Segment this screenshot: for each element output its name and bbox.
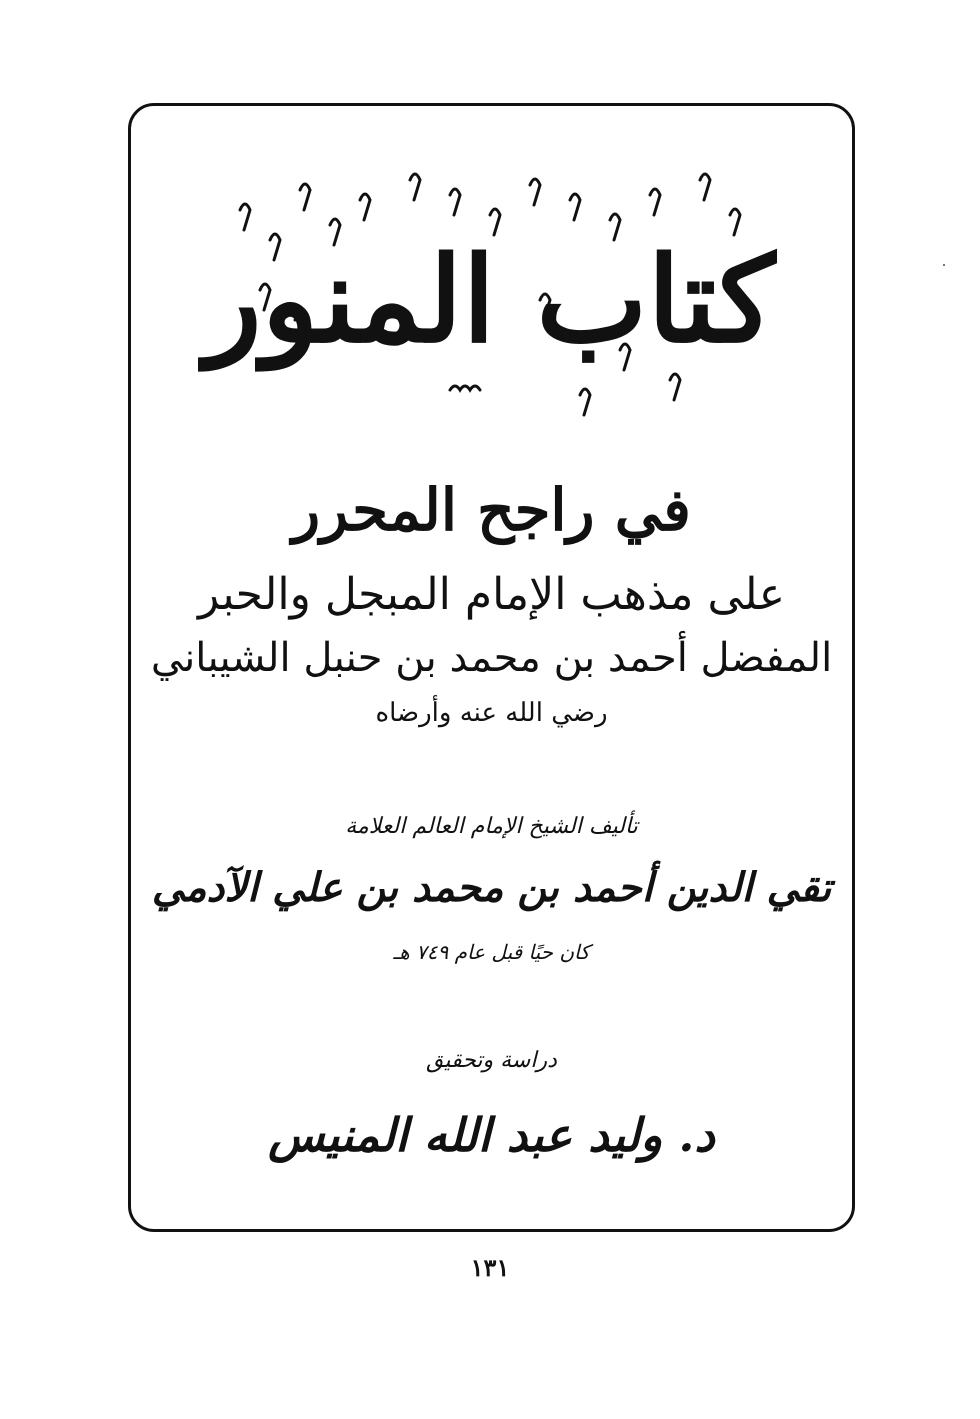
scan-speck bbox=[943, 264, 945, 266]
imam-line: المفضل أحمد بن محمد بن حنبل الشيباني bbox=[150, 635, 833, 681]
author-intro: تأليف الشيخ الإمام العالم العلامة bbox=[345, 814, 638, 839]
editor-label: دراسة وتحقيق bbox=[426, 1048, 557, 1073]
book-title: كتاب المنور bbox=[204, 230, 776, 369]
author-date-note: كان حيًا قبل عام ٧٤٩ هـ bbox=[393, 940, 590, 964]
page-number: ١٣١ bbox=[470, 1253, 510, 1282]
book-title-calligraphy bbox=[200, 170, 780, 430]
editor-name: د. وليد عبد الله المنيس bbox=[268, 1108, 715, 1162]
author-name: تقي الدين أحمد بن محمد بن علي الآدمي bbox=[151, 864, 832, 911]
madhhab-line: على مذهب الإمام المبجل والحبر bbox=[198, 569, 785, 620]
blessing-line: رضي الله عنه وأرضاه bbox=[375, 698, 608, 728]
book-subtitle: في راجح المحرر bbox=[292, 476, 691, 544]
